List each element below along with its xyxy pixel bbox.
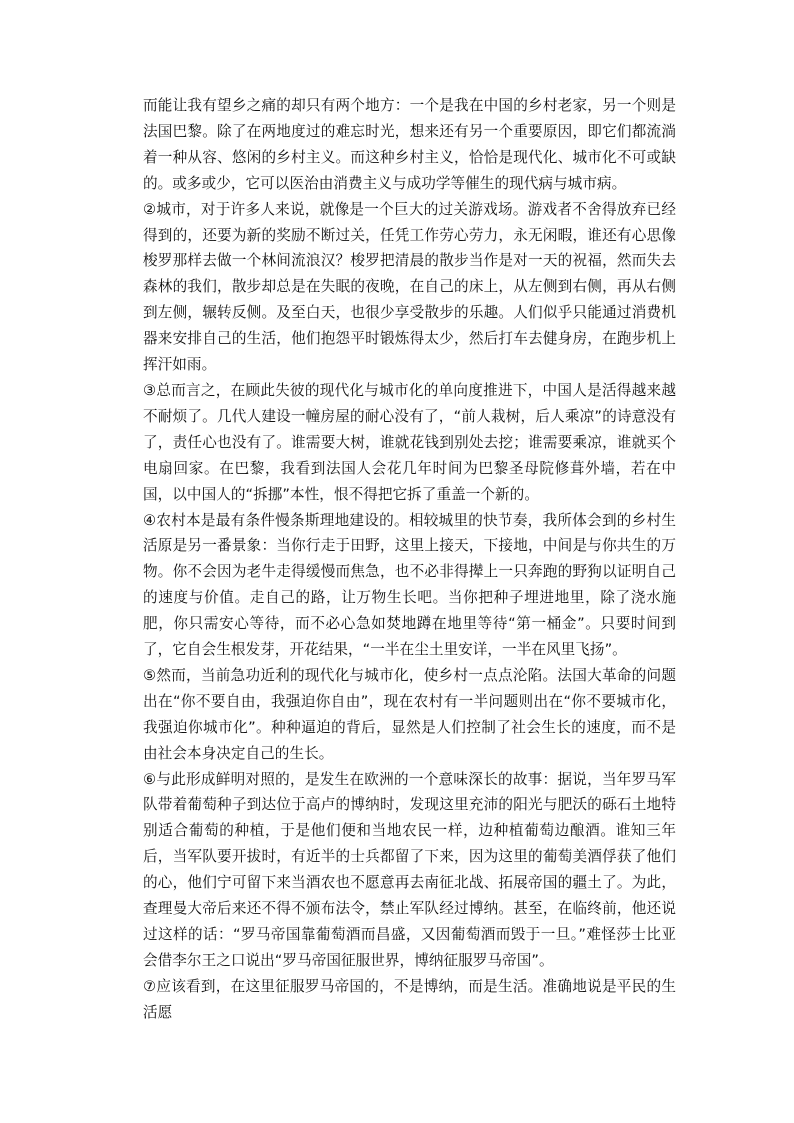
paragraph-3: ③总而言之，在顾此失彼的现代化与城市化的单向度推进下，中国人是活得越来越不耐烦了。几代人建设一幢房屋的耐心没有了，“前人栽树，后人乘凉”的诗意没有了，责任心也没有了。谁需要大树，谁就花钱到别处去挖；谁需要乘凉，谁就买个电扇回家。在巴黎，我看到法国人会花几年时间为巴黎圣母院修葺外墙，若在中国，以中国人的“拆挪”本性，恨不得把它拆了重盖一个新的。 (143, 381, 676, 503)
paragraph-5: ⑤然而，当前急功近利的现代化与城市化，使乡村一点点沦陷。法国大革命的问题出在“你不要自由，我强迫你自由”，现在农村有一半问题则出在“你不要城市化，我强迫你城市化”。种种逼迫的背后，显然是人们控制了社会生长的速度，而不是由社会本身决定自己的生长。 (143, 666, 676, 762)
paragraph-2: ②城市，对于许多人来说，就像是一个巨大的过关游戏场。游戏者不舍得放弃已经得到的，还要为新的奖励不断过关，任凭工作劳心劳力，永无闲暇，谁还有心思像梭罗那样去做一个林间流浪汉？梭罗把清晨的散步当作是对一天的祝福，然而失去森林的我们，散步却总是在失眠的夜晚，在自己的床上，从左侧到右侧，再从右侧到左侧，辗转反侧。及至白天，也很少享受散步的乐趣。人们似乎只能通过消费机器来安排自己的生活，他们抱怨平时锻炼得太少，然后打车去健身房，在跑步机上挥汗如雨。 (143, 200, 676, 374)
paragraph-6: ⑥与此形成鲜明对照的，是发生在欧洲的一个意味深长的故事：据说，当年罗马军队带着葡萄种子到达位于高卢的博纳时，发现这里充沛的阳光与肥沃的砾石土地特别适合葡萄的种植，于是他们便和当地农民一样，边种植葡萄边酿酒。谁知三年后，当军队要开拔时，有近半的士兵都留了下来，因为这里的葡萄美酒俘获了他们的心，他们宁可留下来当酒农也不愿意再去南征北战、拓展帝国的疆土了。为此，查理曼大帝后来还不得不颁布法令，禁止军队经过博纳。甚至，在临终前，他还说过这样的话：“罗马帝国靠葡萄酒而昌盛，又因葡萄酒而毁于一旦。”难怪莎士比亚会借李尔王之口说出“罗马帝国征服世界，博纳征服罗马帝国”。 (143, 770, 676, 969)
paragraph-1: 而能让我有望乡之痛的却只有两个地方：一个是我在中国的乡村老家，另一个则是法国巴黎。除了在两地度过的难忘时光，想来还有另一个重要原因，即它们都流淌着一种从容、悠闲的乡村主义。而这种乡村主义，恰恰是现代化、城市化不可或缺的。或多或少，它可以医治由消费主义与成功学等催生的现代病与城市病。 (143, 97, 676, 192)
document-body (143, 93, 676, 1026)
paragraph-4: ④农村本是最有条件慢条斯理地建设的。相较城里的快节奏，我所体会到的乡村生活原是另一番景象：当你行走于田野，这里上接天，下接地，中间是与你共生的万物。你不会因为老牛走得缓慢而焦急，也不必非得撵上一只奔跑的野狗以证明自己的速度与价值。走自己的路，让万物生长吧。当你把种子埋进地里，除了浇水施肥，你只需安心等待，而不必心急如焚地蹲在地里等待“第一桶金”。只要时间到了，它自会生根发芽，开花结果，“一半在尘土里安详，一半在风里飞扬”。 (143, 511, 676, 659)
paragraph-7: ⑦应该看到，在这里征服罗马帝国的，不是博纳，而是生活。准确地说是平民的生活愿 (143, 977, 676, 1021)
